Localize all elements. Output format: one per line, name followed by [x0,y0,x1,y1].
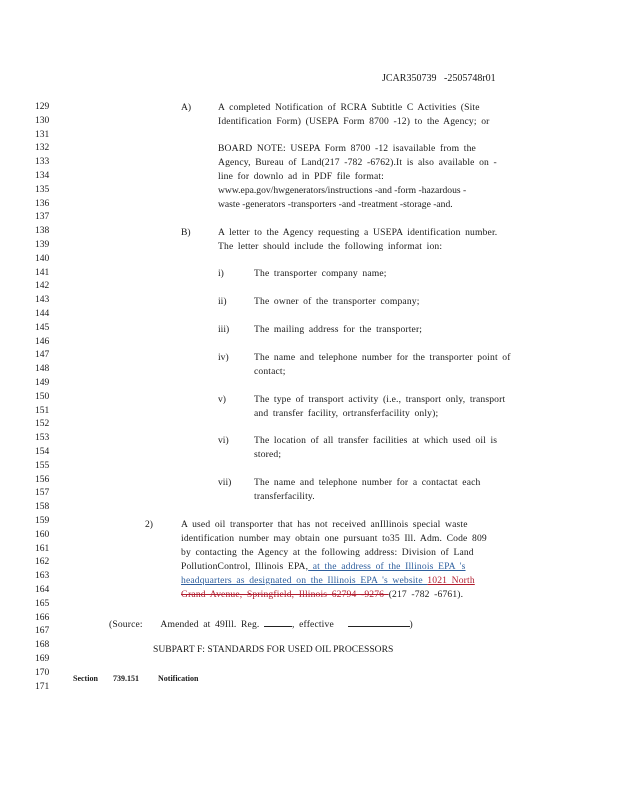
subitem-text-cont: transferfacility. [254,491,315,502]
subitem-text-cont: and transfer facility, ortransferfacility only); [254,408,439,419]
subitem-marker: iii) [218,324,230,335]
line-number: 141 [35,267,50,278]
item-2-line-2: identification number may obtain one pursuant to35 Ill. Adm. Code 809 [181,533,487,544]
line-number: 140 [35,253,50,264]
subitem-text: The mailing address for the transporter; [254,324,423,335]
line-number: 162 [35,557,50,568]
line-number: 142 [35,281,50,292]
line-number: 153 [35,433,50,444]
board-note-line-2: Agency, Bureau of Land(217 -782 -6762).It is also available on - [218,157,497,168]
effective-blank [348,617,410,627]
board-note-line-4: www.epa.gov/hwgenerators/instructions -and -form -hazardous - [218,185,467,196]
line-number: 171 [35,681,50,692]
subitem-marker: vi) [218,435,229,446]
line-number: 154 [35,447,50,457]
line-number: 147 [35,350,50,361]
line-number: 149 [35,378,50,388]
subitem-text: The type of transport activity (i.e., transport only, transport [254,394,506,405]
item-2-line-1: A used oil transporter that has not received anIllinois special waste [181,519,468,530]
item-2-line-6 [181,589,463,600]
line-number: 170 [35,667,50,678]
line-number: 164 [35,585,50,595]
line-number: 145 [35,322,50,333]
line-number: 138 [35,226,50,237]
board-note-line-5: waste -generators -transporters -and -treatment -storage -and. [218,199,453,210]
subitem-text: The owner of the transporter company; [254,296,420,307]
line-number: 150 [35,391,50,402]
line-number: 165 [35,598,50,609]
line-number: 160 [35,529,50,540]
line-number: 157 [35,488,50,499]
line-number: 143 [35,295,50,306]
line-number: 134 [35,171,50,181]
item-a-line-2: Identification Form) (USEPA Form 8700 -12) to the Agency; or [218,116,490,127]
line-number: 137 [35,212,50,223]
line-number: 144 [35,309,50,319]
line-number: 148 [35,364,50,375]
line-number: 169 [35,654,50,664]
line-number: 131 [35,129,50,140]
subitem-text: The name and telephone number for a contactat each [254,477,481,488]
item-b-marker: B) [181,227,191,238]
line-number: 163 [35,571,50,582]
subitem-marker: v) [218,394,226,405]
inserted-text-red: 1021 North [427,575,475,586]
line-number: 129 [35,102,50,112]
line-number: 161 [35,543,50,554]
subitem-marker: vii) [218,477,232,488]
item-b-line-2: The letter should include the following informat ion: [218,241,443,252]
item-2-line-6-text: (217 -782 -6761). [388,589,464,600]
line-number: 166 [35,612,50,623]
item-2-line-5 [181,575,475,586]
inserted-text: at the address of the Illinois EPA 's [308,561,466,572]
line-number: 158 [35,502,50,513]
section-number: 739.151 [113,674,139,683]
reg-blank [264,617,292,627]
source-effective: , effective [292,619,334,630]
line-number: 130 [35,115,50,126]
item-a-marker: A) [181,102,192,113]
line-number: 135 [35,184,50,195]
subitem-text: The location of all transfer facilities at which used oil is [254,435,498,446]
doc-revision: -2505748r01 [444,73,496,84]
subitem-text: The name and telephone number for the transporter point of [254,352,511,363]
line-number: 168 [35,640,50,651]
line-number: 152 [35,419,50,430]
item-2-marker: 2) [145,519,153,530]
subpart-title: SUBPART F: STANDARDS FOR USED OIL PROCESSORS [153,644,394,655]
line-number: 159 [35,516,50,526]
line-number: 136 [35,198,50,209]
subitem-marker: iv) [218,352,229,363]
item-b-line-1: A letter to the Agency requesting a USEPA identification number. [218,227,498,238]
board-note-line-3: line for downlo ad in PDF file format: [218,171,384,182]
section-label: Section [73,674,98,683]
section-title: Notification [158,674,199,683]
subitem-marker: i) [218,268,224,279]
source-close: ) [409,619,413,630]
item-a-line-1: A completed Notification of RCRA Subtitle C Activities (Site [218,102,480,113]
inserted-text: headquarters as designated on the Illinois EPA 's website [181,575,428,586]
line-number: 151 [35,405,50,416]
struck-text: Grand Avenue, Springfield, Illinois 62794 -9276 [181,589,389,600]
source-line [109,617,413,630]
subitem-text-cont: contact; [254,366,286,377]
doc-code: JCAR350739 [382,73,437,84]
line-number: 146 [35,336,50,347]
subitem-text-cont: stored; [254,449,282,460]
subitem-text: The transporter company name; [254,268,387,279]
board-note-line-1: BOARD NOTE: USEPA Form 8700 -12 isavailable from the [218,143,476,154]
item-2-line-4 [181,561,466,572]
line-number: 139 [35,240,50,250]
line-number: 155 [35,460,50,471]
source-amended: Amended at 49Ill. Reg. [160,619,260,630]
source-label: (Source: [109,619,143,630]
item-2-line-4-text: PollutionControl, Illinois EPA, [181,561,309,572]
item-2-line-3: by contacting the Agency at the following address: Division of Land [181,547,474,558]
line-number: 133 [35,157,50,168]
subitem-marker: ii) [218,296,227,307]
line-number: 156 [35,474,50,485]
line-number: 132 [35,143,50,154]
line-number: 167 [35,626,50,637]
